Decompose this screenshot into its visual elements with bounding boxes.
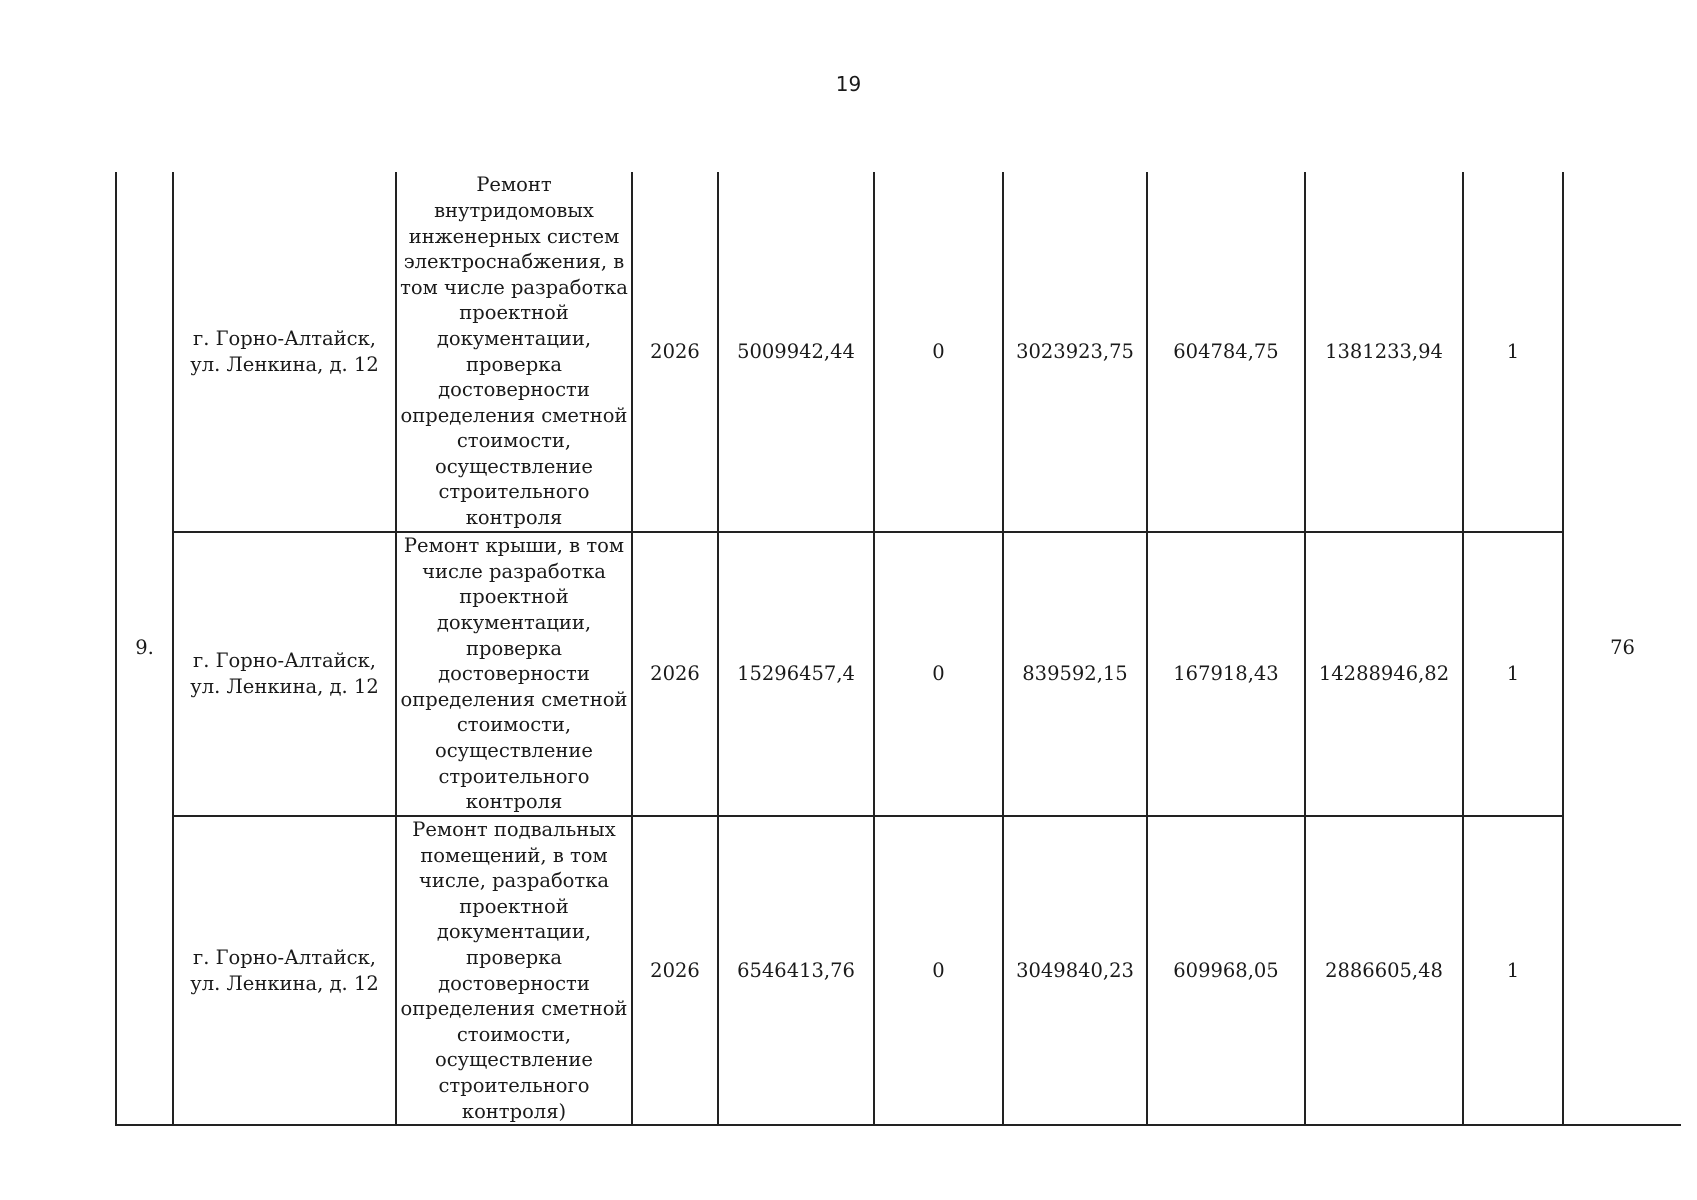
merged-value-cell (1563, 172, 1681, 1125)
work-type-cell: Ремонт внутридомовых инженерных систем электроснабжения, в том числе разработка проектной документации, проверка достоверности определения сметной стоимости, осуществление строительного контроля (396, 172, 632, 532)
value-cell: 839592,15 (1003, 532, 1147, 816)
value-cell: 604784,75 (1147, 172, 1305, 532)
value-cell: 1 (1463, 172, 1563, 532)
value-cell: 0 (874, 532, 1003, 816)
total-cost-cell: 6546413,76 (718, 816, 874, 1125)
value-cell: 0 (874, 816, 1003, 1125)
address-line-2: ул. Ленкина, д. 12 (190, 352, 379, 376)
item-number-cell (116, 172, 173, 1125)
total-cost-cell: 5009942,44 (718, 172, 874, 532)
year-cell: 2026 (632, 816, 718, 1125)
address-cell (173, 172, 396, 532)
works-table (115, 172, 1681, 1126)
address-line-1: г. Горно-Алтайск, (193, 326, 376, 350)
value-cell: 3023923,75 (1003, 172, 1147, 532)
address-line-2: ул. Ленкина, д. 12 (190, 971, 379, 995)
work-type-cell: Ремонт подвальных помещений, в том числе, разработка проектной документации, проверка достоверности определения сметной стоимости, осуществление строительного контроля) (396, 816, 632, 1125)
table-row (116, 532, 1681, 816)
work-type-cell: Ремонт крыши, в том числе разработка проектной документации, проверка достоверности определения сметной стоимости, осуществление строительного контроля (396, 532, 632, 816)
address-line-2: ул. Ленкина, д. 12 (190, 675, 379, 698)
address-cell (173, 532, 396, 816)
value-cell: 1 (1463, 816, 1563, 1125)
value-cell: 167918,43 (1147, 532, 1305, 816)
value-cell: 1381233,94 (1305, 172, 1463, 532)
value-cell: 3049840,23 (1003, 816, 1147, 1125)
page-number: 19 (835, 72, 862, 96)
value-cell: 2886605,48 (1305, 816, 1463, 1125)
value-cell: 1 (1463, 532, 1563, 816)
address-line-1: г. Горно-Алтайск, (193, 649, 376, 673)
item-number: 9. (135, 636, 154, 660)
address-cell (173, 816, 396, 1125)
table-row (116, 172, 1681, 532)
value-cell: 14288946,82 (1305, 532, 1463, 816)
table-row (116, 816, 1681, 1125)
value-cell: 609968,05 (1147, 816, 1305, 1125)
total-cost-cell: 15296457,4 (718, 532, 874, 816)
address-line-1: г. Горно-Алтайск, (193, 945, 376, 969)
value-cell: 0 (874, 172, 1003, 532)
merged-value: 76 (1610, 636, 1635, 660)
year-cell: 2026 (632, 532, 718, 816)
year-cell: 2026 (632, 172, 718, 532)
